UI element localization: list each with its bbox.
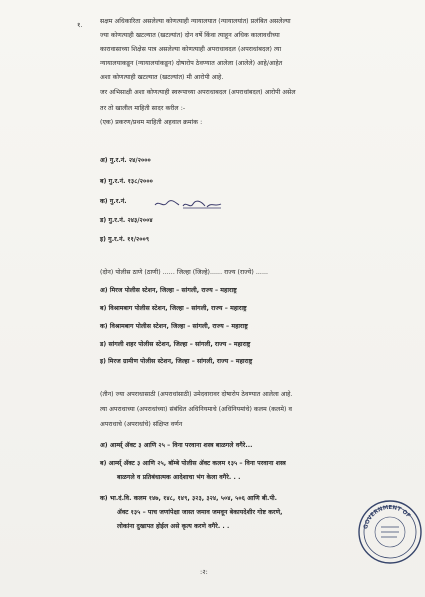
clause-line: सक्षम अधिकारिता असलेल्या कोणत्याही न्यायालयात (न्यायालयांत) प्रलंबित असलेल्या (100, 18, 291, 25)
list-item: क) विश्रामबाग पोलीस स्टेशन, जिल्हा – सांगली, राज्य – महाराष्ट्र (100, 323, 248, 330)
list-item: क) गु.र.नं. (100, 198, 127, 205)
section-heading-2: (दोन) पोलीस ठाणे (ठाणी) ...... जिल्हा (जिल्हे)...... राज्य (राज्ये) ...... (100, 269, 268, 276)
svg-text:GOVERNMENT OF: GOVERNMENT OF (363, 504, 412, 530)
list-item: क) भा.दं.वि. कलम १४७, १४८, १४९, ३२३, ३२४, ५०४, ५०६ आणि बी.पी. (100, 495, 278, 502)
list-item: ब) आर्म्स् ॲक्ट ३ आणि २५, बॉम्बे पोलीस ॲक्ट कलम १३५ – विना परवाना शस्त्र (100, 460, 286, 467)
list-item: अ) गु.र.नं. २४/२००० (100, 157, 151, 164)
clause-line: न्यायालयाकडून (न्यायालयांकडून) दोषारोप ठेवण्यात आलेला (आलेले) आहे/आहेत (100, 60, 283, 67)
list-item: अ) आर्म्स् ॲक्ट ३ आणि २५ – विना परवाना शस्त्र बाळगले वगैरे... (100, 442, 253, 449)
list-item: ब) विश्रामबाग पोलीस स्टेशन, जिल्हा – सांगली, राज्य – महाराष्ट्र (100, 305, 247, 312)
list-item: ड) सांगली शहर पोलीस स्टेशन, जिल्हा – सांगली, राज्य – महाराष्ट्र (100, 341, 251, 348)
clause-line: (एक) प्रकरण/प्रथम माहिती अहवाल क्रमांक : (100, 119, 203, 126)
list-item: इ) गु.र.नं. ११/२००९ (100, 236, 150, 243)
list-item-continued: बाळगले व प्रतिबंधात्मक आदेशाचा भंग केला वगैरे. . . (117, 474, 241, 481)
notary-seal-graphic (357, 499, 423, 565)
list-item: ब) गु.र.नं. १३८/२००० (100, 178, 153, 185)
paragraph-line: (तीन) ज्या अपराधासाठी (अपराधांसाठी) उमेदवारावर दोषारोप ठेवण्यात आलेला आहे. (100, 391, 293, 398)
handwritten-annotation-graphic (153, 198, 223, 210)
paragraph-line: अपराधाचे (अपराधांचे) संक्षिप्त वर्णन (100, 421, 183, 428)
paragraph-line: त्या अपराधाच्या (अपराधांच्या) संबंधित अधिनियमाचे (अधिनियमांचे) कलम (कलमे) व (100, 406, 292, 413)
clause-line: ज्या कोणत्याही खटल्यात (खटल्यांत) दोन वर्षे किंवा त्याहून अधिक कालावधीच्या (100, 32, 280, 39)
clause-line: जर अभिसाक्षी अशा कोणत्याही स्वरूपाच्या अपराधाबदल (अपराधांबदल) आरोपी असेल (100, 89, 296, 96)
list-item: इ) मिरज ग्रामीण पोलीस स्टेशन, जिल्हा – सांगली, राज्य – महाराष्ट्र (100, 358, 253, 365)
list-item: अ) मिरज पोलीस स्टेशन, जिल्हा – सांगली, राज्य – महाराष्ट्र (100, 287, 237, 294)
clause-number: १. (77, 21, 83, 29)
list-item: ड) गु.र.नं. २४३/२००४ (100, 217, 153, 224)
clause-line: कारावासाच्या शिक्षेस पात्र असलेल्या कोणत्याही अपराधावदल (अपराधांबदल) त्या (100, 46, 282, 53)
page-number: :२: (200, 568, 208, 576)
list-item-continued: ॲक्ट १३५ – पाच जणांपेक्षा जास्त जमाव जमवून बेकायदेशीर गोष्ट करणे, (117, 509, 283, 516)
clause-line: अशा कोणत्याही खटल्यात (खटल्यांत) मी आरोपी आहे. (100, 74, 224, 81)
clause-line: तर तो खालील माहिती सादर करील :- (100, 105, 186, 112)
list-item-continued: लोकांना दुखापत होईल असे कृत्य करणे वगैरे. . . (117, 523, 230, 530)
